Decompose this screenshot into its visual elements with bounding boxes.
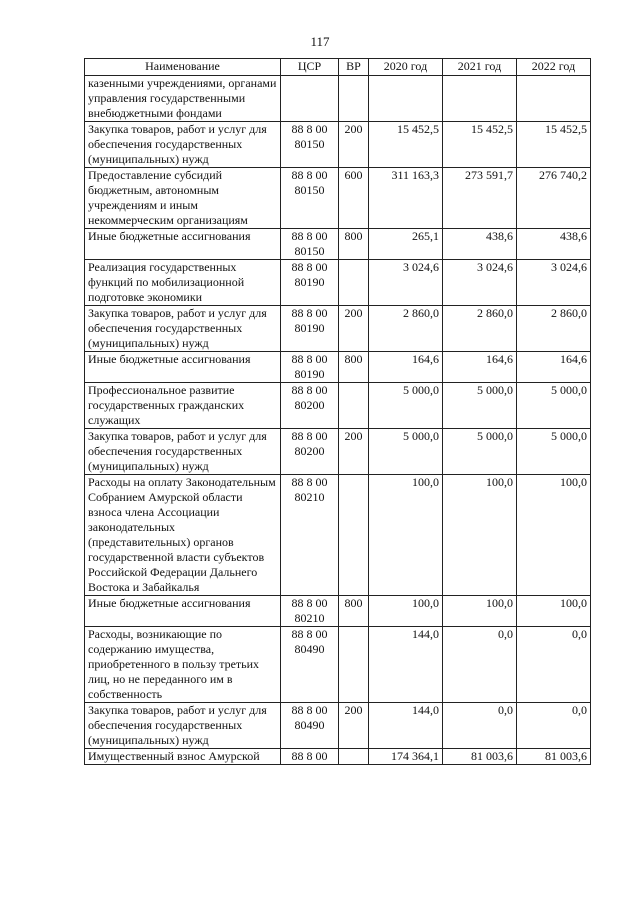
row-csr: 88 8 00 80190 <box>281 260 339 306</box>
row-2022: 2 860,0 <box>517 306 591 352</box>
row-vr: 200 <box>339 429 369 475</box>
row-2021 <box>443 76 517 122</box>
row-2022: 438,6 <box>517 229 591 260</box>
row-name: Иные бюджетные ассигнования <box>85 596 281 627</box>
row-csr: 88 8 00 80210 <box>281 475 339 596</box>
header-vr: ВР <box>339 59 369 76</box>
row-2021: 100,0 <box>443 596 517 627</box>
row-2021: 15 452,5 <box>443 122 517 168</box>
header-csr: ЦСР <box>281 59 339 76</box>
row-2021: 2 860,0 <box>443 306 517 352</box>
row-vr <box>339 749 369 765</box>
row-2021: 273 591,7 <box>443 168 517 229</box>
row-name: Предоставление субсидий бюджетным, автономным учреждениям и иным некоммерческим организациям <box>85 168 281 229</box>
row-csr: 88 8 00 80200 <box>281 429 339 475</box>
row-2020 <box>369 76 443 122</box>
table-header-row <box>85 59 591 76</box>
row-csr: 88 8 00 80150 <box>281 229 339 260</box>
table-row <box>85 76 591 122</box>
row-2021: 81 003,6 <box>443 749 517 765</box>
row-vr <box>339 260 369 306</box>
row-vr: 800 <box>339 596 369 627</box>
row-2021: 0,0 <box>443 627 517 703</box>
row-name: Иные бюджетные ассигнования <box>85 352 281 383</box>
row-2020: 2 860,0 <box>369 306 443 352</box>
table-row <box>85 306 591 352</box>
row-2021: 3 024,6 <box>443 260 517 306</box>
row-2022: 0,0 <box>517 627 591 703</box>
row-csr: 88 8 00 80490 <box>281 703 339 749</box>
row-2020: 5 000,0 <box>369 383 443 429</box>
table-row <box>85 260 591 306</box>
row-name: Профессиональное развитие государственных гражданских служащих <box>85 383 281 429</box>
row-2020: 100,0 <box>369 475 443 596</box>
row-name: Иные бюджетные ассигнования <box>85 229 281 260</box>
row-vr <box>339 383 369 429</box>
row-csr: 88 8 00 80150 <box>281 122 339 168</box>
row-2022: 0,0 <box>517 703 591 749</box>
header-name: Наименование <box>85 59 281 76</box>
row-vr: 600 <box>339 168 369 229</box>
row-csr: 88 8 00 80190 <box>281 352 339 383</box>
row-2020: 100,0 <box>369 596 443 627</box>
row-2020: 5 000,0 <box>369 429 443 475</box>
row-2020: 144,0 <box>369 627 443 703</box>
row-vr: 800 <box>339 352 369 383</box>
table-row <box>85 749 591 765</box>
header-2021: 2021 год <box>443 59 517 76</box>
header-2020: 2020 год <box>369 59 443 76</box>
table-row <box>85 229 591 260</box>
row-2022: 164,6 <box>517 352 591 383</box>
budget-table <box>84 58 591 765</box>
row-csr <box>281 76 339 122</box>
row-vr <box>339 475 369 596</box>
row-vr: 200 <box>339 703 369 749</box>
row-name: Реализация государственных функций по мобилизационной подготовке экономики <box>85 260 281 306</box>
table-row <box>85 475 591 596</box>
row-csr: 88 8 00 80190 <box>281 306 339 352</box>
table-row <box>85 596 591 627</box>
row-2020: 15 452,5 <box>369 122 443 168</box>
header-2022: 2022 год <box>517 59 591 76</box>
row-2021: 438,6 <box>443 229 517 260</box>
row-csr: 88 8 00 80200 <box>281 383 339 429</box>
table-row <box>85 429 591 475</box>
row-2022: 276 740,2 <box>517 168 591 229</box>
row-2020: 265,1 <box>369 229 443 260</box>
row-2021: 164,6 <box>443 352 517 383</box>
row-name: Закупка товаров, работ и услуг для обеспечения государственных (муниципальных) нужд <box>85 122 281 168</box>
row-2020: 311 163,3 <box>369 168 443 229</box>
table-row <box>85 383 591 429</box>
row-name: Расходы, возникающие по содержанию имущества, приобретенного в пользу третьих лиц, но не переданного им в собственность <box>85 627 281 703</box>
row-vr: 200 <box>339 306 369 352</box>
row-2022: 5 000,0 <box>517 429 591 475</box>
row-2022: 3 024,6 <box>517 260 591 306</box>
row-csr: 88 8 00 80210 <box>281 596 339 627</box>
row-vr: 800 <box>339 229 369 260</box>
row-vr <box>339 76 369 122</box>
table-row <box>85 627 591 703</box>
row-name: казенными учреждениями, органами управления государственными внебюджетными фондами <box>85 76 281 122</box>
row-vr <box>339 627 369 703</box>
row-2022: 5 000,0 <box>517 383 591 429</box>
row-csr: 88 8 00 <box>281 749 339 765</box>
row-csr: 88 8 00 80490 <box>281 627 339 703</box>
row-2022: 100,0 <box>517 475 591 596</box>
row-name: Закупка товаров, работ и услуг для обеспечения государственных (муниципальных) нужд <box>85 703 281 749</box>
row-name: Закупка товаров, работ и услуг для обеспечения государственных (муниципальных) нужд <box>85 429 281 475</box>
row-name: Расходы на оплату Законодательным Собранием Амурской области взноса члена Ассоциации законодательных (представительных) органов государственной власти субъектов Российской Федерации Дальнего Востока и Забайкалья <box>85 475 281 596</box>
row-csr: 88 8 00 80150 <box>281 168 339 229</box>
table-row <box>85 122 591 168</box>
row-2020: 164,6 <box>369 352 443 383</box>
row-name: Имущественный взнос Амурской <box>85 749 281 765</box>
table-row <box>85 703 591 749</box>
row-2021: 5 000,0 <box>443 383 517 429</box>
page-number: 117 <box>310 34 330 49</box>
row-2020: 174 364,1 <box>369 749 443 765</box>
row-2020: 144,0 <box>369 703 443 749</box>
row-2021: 5 000,0 <box>443 429 517 475</box>
row-2021: 100,0 <box>443 475 517 596</box>
row-2022: 81 003,6 <box>517 749 591 765</box>
table-row <box>85 352 591 383</box>
row-2022: 100,0 <box>517 596 591 627</box>
row-vr: 200 <box>339 122 369 168</box>
row-2020: 3 024,6 <box>369 260 443 306</box>
row-2022 <box>517 76 591 122</box>
table-row <box>85 168 591 229</box>
row-name: Закупка товаров, работ и услуг для обеспечения государственных (муниципальных) нужд <box>85 306 281 352</box>
row-2022: 15 452,5 <box>517 122 591 168</box>
row-2021: 0,0 <box>443 703 517 749</box>
